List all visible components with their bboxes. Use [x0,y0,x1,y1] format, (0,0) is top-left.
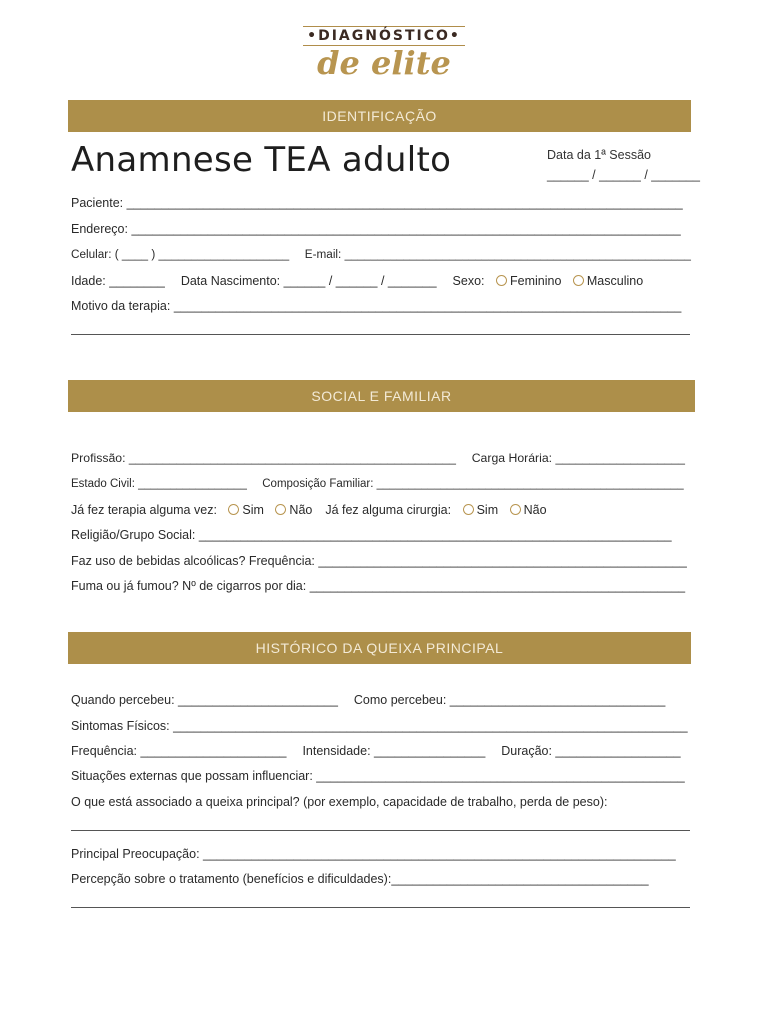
percepcao-extra-line[interactable] [71,907,690,908]
profissao-field[interactable]: Profissão: ________________________________________________ [71,451,456,465]
preocupacao-field[interactable]: Principal Preocupação: ____________________________________________________________________ [71,847,676,861]
carga-field[interactable]: Carga Horária: ___________________ [471,451,685,465]
section-header-social: SOCIAL E FAMILIAR [68,380,695,412]
radio-terapia-sim[interactable] [228,504,239,515]
sexo-label: Sexo: [452,274,485,288]
paciente-field[interactable]: Paciente: ________________________________________________________________________________ [71,196,683,210]
radio-cirurgia-sim[interactable] [463,504,474,515]
intensidade-field[interactable]: Intensidade: ________________ [302,744,486,758]
logo-bottom-text: de elite [317,44,451,82]
radio-masculino[interactable] [573,275,584,286]
idade-row [71,273,643,289]
terapia-sim-label: Sim [242,503,264,517]
profissao-row [71,450,685,466]
celular-email-row [71,247,691,263]
session-date-label: Data da 1ª Sessão [547,148,651,162]
sintomas-field[interactable]: Sintomas Físicos: __________________________________________________________________________ [71,719,688,733]
masculino-label: Masculino [586,274,644,288]
feminino-label: Feminino [509,274,562,288]
terapia-nao-label: Não [289,503,313,517]
celular-field[interactable]: Celular: ( ____ ) ____________________ [71,248,290,261]
cirurgia-label: Já fez alguma cirurgia: [325,503,452,517]
associado-question: O que está associado a queixa principal? (por exemplo, capacidade de trabalho, perda de peso): [71,795,608,809]
endereco-field[interactable]: Endereço: _______________________________________________________________________________ [71,222,681,236]
email-field[interactable]: E-mail: _____________________________________________________ [304,248,691,261]
terapia-label: Já fez terapia alguma vez: [71,503,217,517]
situacoes-field[interactable]: Situações externas que possam influenciar: _____________________________________________________ [71,769,685,783]
radio-terapia-nao[interactable] [275,504,286,515]
terapia-row [71,502,547,518]
bebidas-field[interactable]: Faz uso de bebidas alcoólicas? Frequência: _____________________________________________________ [71,554,687,568]
logo-top-text: •DIAGNÓSTICO• [303,26,465,46]
associado-answer-line[interactable] [71,830,690,831]
logo [0,26,768,82]
section-header-historico: HISTÓRICO DA QUEIXA PRINCIPAL [68,632,691,664]
session-date-blank[interactable]: ______ / ______ / _______ [547,168,700,182]
estado-civil-field[interactable]: Estado Civil: _________________ [71,478,247,490]
section-header-identificacao: IDENTIFICAÇÃO [68,100,691,132]
nascimento-field[interactable]: Data Nascimento: ______ / ______ / _______ [180,274,437,288]
estado-civil-row [71,476,684,492]
frequencia-row [71,743,681,759]
cirurgia-nao-label: Não [523,503,547,517]
motivo-extra-line[interactable] [71,334,690,335]
radio-cirurgia-nao[interactable] [510,504,521,515]
religiao-field[interactable]: Religião/Grupo Social: ____________________________________________________________________ [71,528,672,542]
cirurgia-sim-label: Sim [476,503,499,517]
composicao-field[interactable]: Composição Familiar: ________________________________________________ [262,478,684,490]
fuma-field[interactable]: Fuma ou já fumou? Nº de cigarros por dia: ______________________________________________________ [71,579,686,593]
idade-field[interactable]: Idade: ________ [71,274,165,288]
quando-row [71,692,665,708]
como-field[interactable]: Como percebeu: _______________________________ [353,693,666,707]
percepcao-field[interactable]: Percepção sobre o tratamento (benefícios e dificuldades):_____________________________________ [71,872,649,886]
duracao-field[interactable]: Duração: __________________ [501,744,681,758]
frequencia-field[interactable]: Frequência: _____________________ [71,744,287,758]
radio-feminino[interactable] [496,275,507,286]
motivo-field[interactable]: Motivo da terapia: _________________________________________________________________________ [71,299,682,313]
quando-field[interactable]: Quando percebeu: _______________________ [71,693,338,707]
page-title: Anamnese TEA adulto [71,140,452,180]
session-date[interactable] [547,145,700,185]
